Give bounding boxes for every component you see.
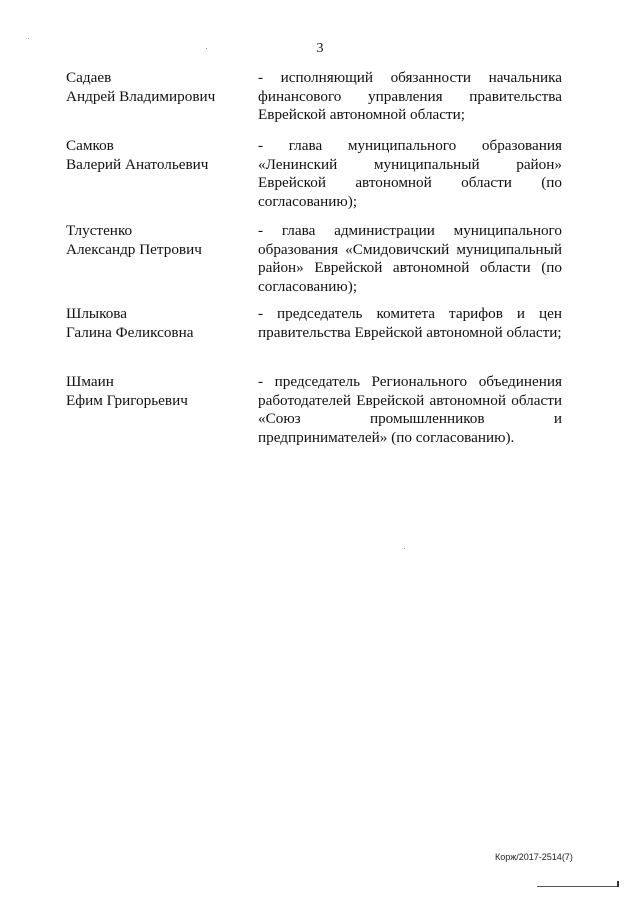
person-surname: Тлустенко <box>66 222 133 239</box>
person-name <box>66 137 246 174</box>
person-surname: Шмаин <box>66 373 114 390</box>
person-given-names: Валерий Анатольевич <box>66 155 209 173</box>
person-given-names: Андрей Владимирович <box>66 87 216 105</box>
person-name <box>66 373 246 410</box>
person-name <box>66 222 246 259</box>
person-name <box>66 305 246 342</box>
scan-artifact-tick <box>617 881 619 887</box>
person-position: - исполняющий обязанности начальника финансового управления правительства Еврейской автономной области; <box>258 69 562 124</box>
scan-speck <box>28 38 29 39</box>
person-given-names: Александр Петрович <box>66 240 202 258</box>
person-given-names: Галина Феликсовна <box>66 323 194 341</box>
person-position: - глава администрации муниципального образования «Смидовичский муниципальный район» Еврейской автономной области (по согласованию); <box>258 222 562 295</box>
person-name <box>66 69 246 106</box>
scan-speck <box>404 548 405 549</box>
person-surname: Шлыкова <box>66 305 128 322</box>
document-code: Корж/2017-2514(7) <box>495 852 573 862</box>
page-number: 3 <box>316 41 324 56</box>
person-given-names: Ефим Григорьевич <box>66 391 188 409</box>
person-position: - глава муниципального образования «Ленинский муниципальный район» Еврейской автономной области (по согласованию); <box>258 137 562 210</box>
person-surname: Садаев <box>66 69 112 86</box>
person-position: - председатель Регионального объединения работодателей Еврейской автономной области «Союз промышленников и предпринимателей» (по согласованию). <box>258 373 562 446</box>
scan-artifact-line <box>537 886 619 887</box>
person-surname: Самков <box>66 137 114 154</box>
scan-speck <box>206 48 207 49</box>
person-position: - председатель комитета тарифов и цен правительства Еврейской автономной области; <box>258 305 562 341</box>
